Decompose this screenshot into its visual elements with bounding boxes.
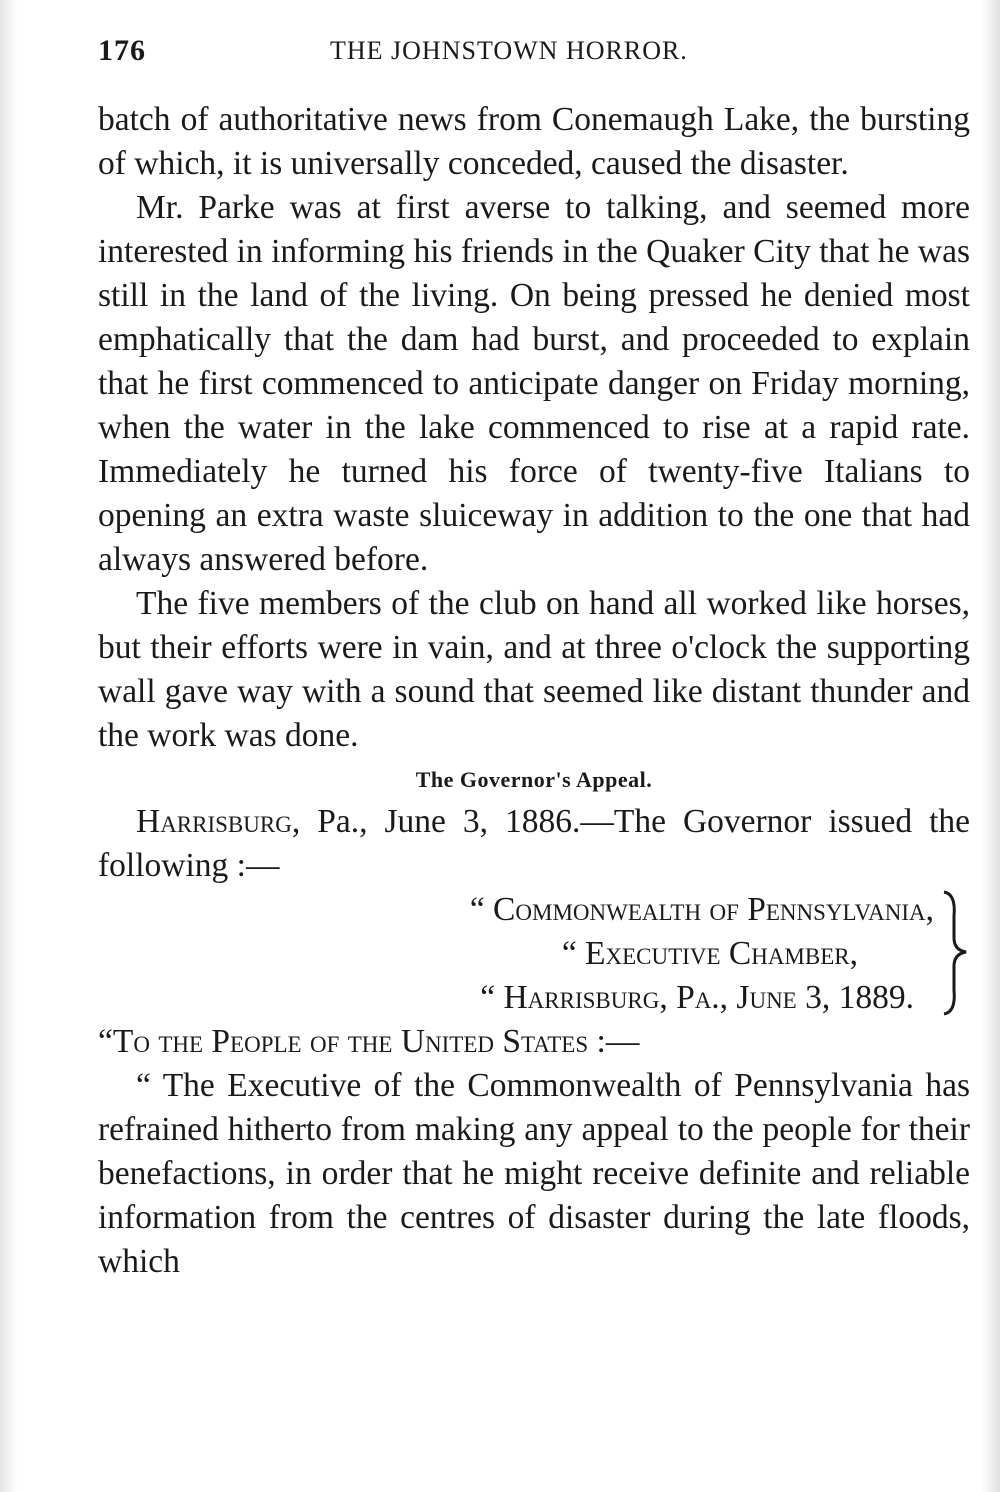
paragraph-parke: Mr. Parke was at first averse to talking, and seemed more interested in informing his friends in the Quaker City that he was still in the land of the living. On being pressed he denied most emphatically that the dam had burst, and proceeded to explain that he first commenced to anticipate danger on Friday morning, when the water in the lake commenced to rise at a rapid rate. Immediately he turned his force of twenty-five Italians to opening an extra waste sluiceway in addition to the one that had always answered before. [98,189,970,578]
appeal-paragraph: “ The Executive of the Commonwealth of Pennsylvania has refrained hitherto from making any appeal to the people for their benefactions, in order that he might receive definite and reliable information from the centres of disaster during the late floods, which [98,1067,970,1280]
page-header [98,34,970,74]
scan-shadow-right [982,0,1000,1492]
address-block [98,888,970,1020]
salutation: “To the People of the United States :— [98,1023,640,1060]
scan-shadow-left [0,0,18,1492]
page-number: 176 [98,34,146,67]
paragraph-club-members: The five members of the club on hand all worked like horses, but their efforts were in vain, and at three o'clock the supporting wall gave way with a sound that seemed like distant thunder and the work was done. [98,585,970,754]
running-title: THE JOHNSTOWN HORROR. [330,36,688,65]
dateline-text: Pa., June 3, 1886.—The Governor issued the following :— [98,803,970,884]
address-line-chamber: “ Executive Chamber, [561,935,858,972]
body-text [98,98,970,1284]
dateline-paragraph [98,800,970,888]
address-line-date: “ Harrisburg, Pa., June 3, 1889. [480,979,914,1016]
dateline-place: Harrisburg, [136,803,301,840]
paragraph-continuation: batch of authoritative news from Conemaugh Lake, the bursting of which, it is universally conceded, caused the disaster. [98,101,970,182]
section-heading: The Governor's Appeal. [415,767,653,792]
curly-brace-icon [940,886,970,1018]
address-line-commonwealth: “ Commonwealth of Pennsylvania, [469,891,934,928]
